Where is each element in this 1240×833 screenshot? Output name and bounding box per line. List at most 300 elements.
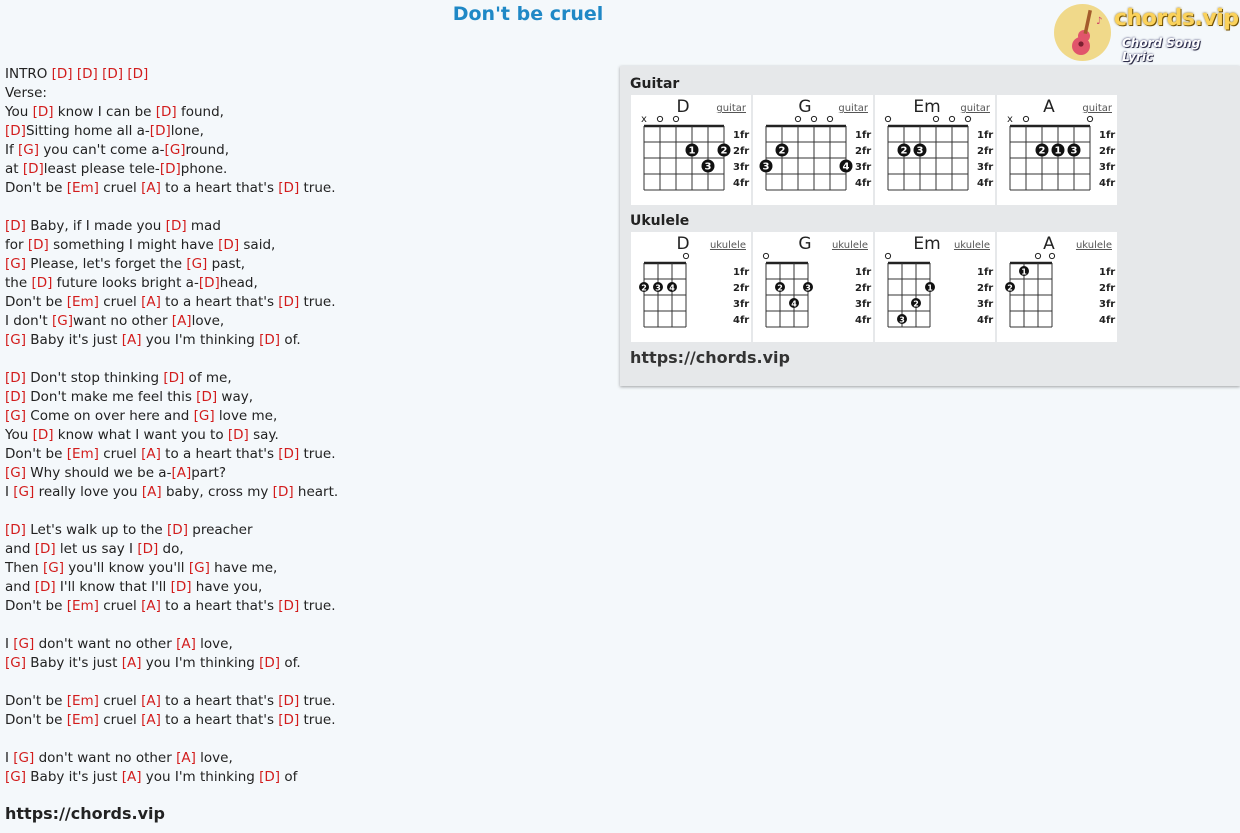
chord-link[interactable]: [D] bbox=[149, 123, 171, 139]
lyric-text: baby, cross my bbox=[161, 484, 273, 500]
chord-link[interactable]: [D] bbox=[159, 161, 181, 177]
lyric-line bbox=[5, 711, 605, 730]
guitar-heading: Guitar bbox=[630, 76, 680, 92]
chord-link[interactable]: [D] bbox=[51, 66, 73, 82]
lyric-text: cruel bbox=[98, 598, 142, 614]
lyric-line bbox=[5, 255, 605, 274]
ukulele-link[interactable]: ukulele bbox=[831, 240, 868, 251]
lyric-text: true. bbox=[299, 712, 336, 728]
chord-link[interactable]: [A] bbox=[176, 750, 196, 766]
chord-link[interactable]: [A] bbox=[121, 655, 142, 671]
guitar-chord-em[interactable] bbox=[875, 95, 995, 205]
lyric-text: know I can be bbox=[53, 104, 156, 120]
lyric-text: You bbox=[5, 104, 33, 120]
lyric-line bbox=[5, 426, 605, 445]
chord-link[interactable]: [A] bbox=[171, 465, 192, 481]
chord-name: A bbox=[1043, 97, 1055, 117]
panel-site-url[interactable]: https://chords.vip bbox=[630, 348, 790, 367]
chord-link[interactable]: [D] bbox=[127, 66, 149, 82]
chord-link[interactable]: [A] bbox=[141, 446, 161, 462]
fret-label: 2fr bbox=[733, 146, 750, 157]
chord-link[interactable]: [A] bbox=[141, 180, 161, 196]
lyric-text: I bbox=[5, 750, 14, 766]
guitar-chord-g[interactable] bbox=[753, 95, 873, 205]
lyric-text: found, bbox=[176, 104, 224, 120]
finger-number: 2 bbox=[913, 299, 919, 309]
open-string-mark bbox=[1035, 253, 1040, 258]
lyric-text: Then bbox=[5, 560, 43, 576]
finger-number: 2 bbox=[1038, 145, 1046, 157]
chord-link[interactable]: [Em] bbox=[66, 180, 99, 196]
lyric-text: I'll know that I'll bbox=[55, 579, 171, 595]
lyric-line bbox=[5, 521, 605, 540]
chord-link[interactable]: [D] bbox=[278, 598, 300, 614]
fret-label: 4fr bbox=[977, 315, 994, 326]
chord-link[interactable]: [D] bbox=[137, 541, 159, 557]
chord-link[interactable]: [D] bbox=[32, 104, 54, 120]
lyric-blank-line bbox=[5, 730, 605, 749]
guitar-link[interactable]: guitar bbox=[960, 103, 990, 114]
chord-link[interactable]: [D] bbox=[76, 66, 98, 82]
open-string-mark bbox=[683, 253, 688, 258]
chord-link[interactable]: [G] bbox=[5, 408, 26, 424]
open-string-mark bbox=[657, 116, 662, 121]
lyric-text: want no other bbox=[72, 313, 172, 329]
muted-string-mark: x bbox=[1007, 114, 1013, 125]
fret-label: 4fr bbox=[855, 315, 872, 326]
lyric-line bbox=[5, 388, 605, 407]
lyric-line bbox=[5, 141, 605, 160]
chord-link[interactable]: [D] bbox=[5, 123, 26, 139]
lyric-text: you'll know you'll bbox=[63, 560, 189, 576]
finger-number: 3 bbox=[1070, 145, 1078, 157]
chord-link[interactable]: [A] bbox=[121, 769, 142, 785]
lyric-line bbox=[5, 369, 605, 388]
lyric-line bbox=[5, 331, 605, 350]
fret-label: 3fr bbox=[977, 299, 994, 310]
chord-link[interactable]: [D] bbox=[32, 427, 54, 443]
ukulele-link[interactable]: ukulele bbox=[1075, 240, 1112, 251]
lyric-text: to a heart that's bbox=[160, 294, 279, 310]
chord-link[interactable]: [D] bbox=[259, 332, 281, 348]
chord-link[interactable]: [D] bbox=[31, 275, 53, 291]
lyric-text: something I might have bbox=[48, 237, 219, 253]
fret-label: 3fr bbox=[977, 162, 994, 173]
fret-label: 3fr bbox=[733, 162, 750, 173]
chord-link[interactable]: [D] bbox=[22, 161, 44, 177]
lyric-line bbox=[5, 768, 605, 787]
chord-name: Em bbox=[913, 234, 941, 254]
site-url[interactable]: https://chords.vip bbox=[5, 804, 165, 823]
chord-link[interactable]: [G] bbox=[5, 769, 26, 785]
chord-name: D bbox=[676, 97, 690, 117]
lyric-text: do, bbox=[158, 541, 184, 557]
fret-label: 4fr bbox=[733, 178, 750, 189]
finger-number: 3 bbox=[899, 315, 905, 325]
chord-link[interactable]: [Em] bbox=[66, 598, 99, 614]
lyric-line bbox=[5, 179, 605, 198]
open-string-mark bbox=[1023, 116, 1028, 121]
open-string-mark bbox=[885, 253, 890, 258]
lyric-line bbox=[5, 103, 605, 122]
lyric-text: Let's walk up to the bbox=[25, 522, 168, 538]
chord-link[interactable]: [D] bbox=[170, 579, 192, 595]
chord-name: G bbox=[798, 234, 812, 254]
fret-label: 4fr bbox=[855, 178, 872, 189]
chord-link[interactable]: [D] bbox=[155, 104, 177, 120]
chord-link[interactable]: [Em] bbox=[66, 294, 99, 310]
lyric-text: Don't be bbox=[5, 693, 67, 709]
chord-link[interactable]: [D] bbox=[102, 66, 124, 82]
fret-label: 2fr bbox=[855, 283, 872, 294]
open-string-mark bbox=[763, 253, 768, 258]
chord-link[interactable]: [Em] bbox=[66, 446, 99, 462]
finger-number: 2 bbox=[641, 283, 647, 293]
chord-link[interactable]: [Em] bbox=[66, 693, 99, 709]
guitar-link[interactable]: guitar bbox=[838, 103, 868, 114]
fret-label: 1fr bbox=[855, 267, 872, 278]
chord-link[interactable]: [G] bbox=[5, 256, 26, 272]
finger-number: 3 bbox=[704, 161, 712, 173]
finger-number: 2 bbox=[720, 145, 728, 157]
lyric-text: of. bbox=[280, 655, 301, 671]
open-string-mark bbox=[795, 116, 800, 121]
guitar-chord-a[interactable] bbox=[997, 95, 1117, 205]
lyric-text: I bbox=[5, 484, 14, 500]
lyric-line bbox=[5, 445, 605, 464]
lyric-text: Come on over here and bbox=[26, 408, 194, 424]
chord-link[interactable]: [D] bbox=[34, 541, 56, 557]
lyric-text: Baby, if I made you bbox=[25, 218, 166, 234]
lyric-text: Don't stop thinking bbox=[25, 370, 164, 386]
lyric-text: you I'm thinking bbox=[141, 655, 260, 671]
lyric-text: Please, let's forget the bbox=[26, 256, 187, 272]
chord-link[interactable]: [Em] bbox=[66, 712, 99, 728]
lyric-text: round, bbox=[185, 142, 230, 158]
guitar-link[interactable]: guitar bbox=[716, 103, 746, 114]
lyric-text: and bbox=[5, 579, 35, 595]
lyric-line bbox=[5, 122, 605, 141]
lyric-line bbox=[5, 483, 605, 502]
fret-label: 1fr bbox=[733, 267, 750, 278]
lyric-line bbox=[5, 654, 605, 673]
chord-link[interactable]: [D] bbox=[34, 579, 56, 595]
lyric-text: cruel bbox=[98, 446, 142, 462]
lyric-text: Why should we be a- bbox=[26, 465, 172, 481]
lyric-text: Baby it's just bbox=[26, 332, 122, 348]
ukulele-chord-em[interactable] bbox=[875, 232, 995, 342]
chord-link[interactable]: [G] bbox=[18, 142, 40, 158]
lyric-text: let us say I bbox=[55, 541, 138, 557]
chord-link[interactable]: [G] bbox=[164, 142, 186, 158]
fret-label: 4fr bbox=[977, 178, 994, 189]
lyric-text: love, bbox=[195, 750, 233, 766]
guitar-link[interactable]: guitar bbox=[1082, 103, 1112, 114]
finger-number: 4 bbox=[791, 299, 797, 309]
lyric-line bbox=[5, 274, 605, 293]
lyric-text: true. bbox=[299, 693, 336, 709]
finger-number: 3 bbox=[762, 161, 770, 173]
fret-label: 3fr bbox=[855, 162, 872, 173]
finger-number: 1 bbox=[1021, 267, 1027, 277]
fret-label: 3fr bbox=[1099, 162, 1116, 173]
chord-link[interactable]: [D] bbox=[259, 769, 281, 785]
lyric-line bbox=[5, 578, 605, 597]
fret-label: 2fr bbox=[733, 283, 750, 294]
fret-label: 1fr bbox=[1099, 267, 1116, 278]
chord-link[interactable]: [D] bbox=[27, 237, 49, 253]
lyric-line bbox=[5, 236, 605, 255]
ukulele-chord-a[interactable] bbox=[997, 232, 1117, 342]
chord-link[interactable]: [G] bbox=[5, 655, 26, 671]
chord-link[interactable]: [A] bbox=[141, 484, 162, 500]
lyric-text: true. bbox=[299, 598, 336, 614]
lyric-text: Don't be bbox=[5, 294, 67, 310]
chord-link[interactable]: [G] bbox=[13, 750, 35, 766]
lyric-text: really love you bbox=[34, 484, 142, 500]
lyric-text: I don't bbox=[5, 313, 52, 329]
lyric-text: Don't be bbox=[5, 598, 67, 614]
finger-number: 1 bbox=[688, 145, 696, 157]
chord-link[interactable]: [D] bbox=[227, 427, 249, 443]
fret-label: 4fr bbox=[1099, 178, 1116, 189]
fret-label: 1fr bbox=[855, 130, 872, 141]
chord-link[interactable]: [G] bbox=[5, 332, 26, 348]
lyric-line bbox=[5, 635, 605, 654]
guitar-icon bbox=[1054, 4, 1111, 61]
lyric-text: Baby it's just bbox=[26, 769, 122, 785]
lyric-line bbox=[5, 597, 605, 616]
open-string-mark bbox=[949, 116, 954, 121]
lyric-text: have you, bbox=[191, 579, 263, 595]
fret-label: 2fr bbox=[977, 146, 994, 157]
lyric-line bbox=[5, 217, 605, 236]
chord-link[interactable]: [D] bbox=[165, 218, 187, 234]
fret-label: 4fr bbox=[1099, 315, 1116, 326]
lyric-text: have me, bbox=[209, 560, 278, 576]
lyric-text: of me, bbox=[184, 370, 232, 386]
lyric-line bbox=[5, 65, 605, 84]
lyric-text: way, bbox=[217, 389, 253, 405]
fret-label: 1fr bbox=[1099, 130, 1116, 141]
lyric-text: don't want no other bbox=[34, 636, 177, 652]
open-string-mark bbox=[673, 116, 678, 121]
chord-link[interactable]: [G] bbox=[188, 560, 210, 576]
logo-brand: chords.vip bbox=[1114, 6, 1239, 31]
lyric-text: head, bbox=[219, 275, 258, 291]
open-string-mark bbox=[827, 116, 832, 121]
lyric-line bbox=[5, 692, 605, 711]
chord-link[interactable]: [A] bbox=[176, 636, 196, 652]
finger-number: 3 bbox=[805, 283, 811, 293]
chord-link[interactable]: [D] bbox=[272, 484, 294, 500]
chord-link[interactable]: [A] bbox=[171, 313, 192, 329]
chord-link[interactable]: [D] bbox=[5, 218, 26, 234]
lyric-text: true. bbox=[299, 294, 336, 310]
open-string-mark bbox=[965, 116, 970, 121]
lyric-text: said, bbox=[239, 237, 276, 253]
ukulele-link[interactable]: ukulele bbox=[953, 240, 990, 251]
finger-number: 3 bbox=[655, 283, 661, 293]
lyric-text: future looks bright a- bbox=[52, 275, 199, 291]
lyric-text: I bbox=[5, 636, 14, 652]
chord-link[interactable]: [D] bbox=[278, 446, 300, 462]
lyric-text: true. bbox=[299, 180, 336, 196]
chord-link[interactable]: [A] bbox=[121, 332, 142, 348]
logo-tagline: Chord Song Lyric bbox=[1122, 36, 1201, 64]
lyric-text: Don't be bbox=[5, 446, 67, 462]
lyric-line bbox=[5, 84, 605, 103]
finger-number: 2 bbox=[900, 145, 908, 157]
lyric-text: part? bbox=[191, 465, 227, 481]
lyric-line bbox=[5, 160, 605, 179]
lyric-line bbox=[5, 559, 605, 578]
chord-link[interactable]: [G] bbox=[13, 636, 35, 652]
muted-string-mark: x bbox=[641, 114, 647, 125]
chord-link[interactable]: [D] bbox=[5, 389, 26, 405]
lyric-text: Verse: bbox=[5, 85, 47, 101]
site-logo[interactable] bbox=[1054, 2, 1239, 64]
lyrics-block bbox=[5, 65, 605, 787]
chord-link[interactable]: [D] bbox=[198, 275, 220, 291]
chord-link[interactable]: [D] bbox=[259, 655, 281, 671]
chord-link[interactable]: [G] bbox=[42, 560, 64, 576]
lyric-text: Baby it's just bbox=[26, 655, 122, 671]
lyric-text: you I'm thinking bbox=[141, 769, 260, 785]
lyric-text: the bbox=[5, 275, 32, 291]
lyric-line bbox=[5, 312, 605, 331]
lyric-text: heart. bbox=[293, 484, 339, 500]
lyric-text: cruel bbox=[98, 180, 142, 196]
lyric-blank-line bbox=[5, 616, 605, 635]
lyric-line bbox=[5, 407, 605, 426]
lyric-text: to a heart that's bbox=[160, 693, 279, 709]
lyric-text: If bbox=[5, 142, 19, 158]
finger-number: 3 bbox=[916, 145, 924, 157]
lyric-text: know what I want you to bbox=[53, 427, 228, 443]
lyric-text: you I'm thinking bbox=[141, 332, 260, 348]
chord-link[interactable]: [D] bbox=[218, 237, 240, 253]
lyric-blank-line bbox=[5, 350, 605, 369]
song-title: Don't be cruel bbox=[452, 3, 604, 25]
lyric-text: Don't be bbox=[5, 180, 67, 196]
fret-label: 3fr bbox=[1099, 299, 1116, 310]
lyric-text: lone, bbox=[170, 123, 204, 139]
fret-label: 3fr bbox=[855, 299, 872, 310]
chord-link[interactable]: [D] bbox=[163, 370, 185, 386]
fret-label: 2fr bbox=[855, 146, 872, 157]
lyric-text: preacher bbox=[187, 522, 253, 538]
lyric-text: of. bbox=[280, 332, 301, 348]
chord-link[interactable]: [D] bbox=[167, 522, 188, 538]
chord-link[interactable]: [D] bbox=[5, 370, 26, 386]
fret-label: 2fr bbox=[1099, 146, 1116, 157]
lyric-text: Don't make me feel this bbox=[25, 389, 197, 405]
chord-link[interactable]: [D] bbox=[5, 522, 26, 538]
svg-text:♪: ♪ bbox=[1096, 16, 1103, 27]
finger-number: 2 bbox=[778, 145, 786, 157]
guitar-chord-d[interactable] bbox=[631, 95, 751, 205]
finger-number: 1 bbox=[1054, 145, 1062, 157]
chord-name: D bbox=[676, 234, 690, 254]
lyric-text: Sitting home all a- bbox=[25, 123, 150, 139]
lyric-text: you can't come a- bbox=[39, 142, 165, 158]
lyric-text: love, bbox=[191, 313, 225, 329]
chord-link[interactable]: [G] bbox=[13, 484, 35, 500]
lyric-blank-line bbox=[5, 502, 605, 521]
open-string-mark bbox=[1087, 116, 1092, 121]
lyric-text: don't want no other bbox=[34, 750, 177, 766]
chord-link[interactable]: [D] bbox=[278, 712, 300, 728]
lyric-line bbox=[5, 540, 605, 559]
finger-number: 4 bbox=[669, 283, 675, 293]
lyric-text: to a heart that's bbox=[160, 180, 279, 196]
chord-link[interactable]: [D] bbox=[196, 389, 218, 405]
lyric-text: phone. bbox=[180, 161, 228, 177]
lyric-text: love, bbox=[195, 636, 233, 652]
lyric-text: love me, bbox=[214, 408, 278, 424]
lyric-line bbox=[5, 293, 605, 312]
fret-label: 1fr bbox=[733, 130, 750, 141]
lyric-line bbox=[5, 749, 605, 768]
chord-link[interactable]: [G] bbox=[51, 313, 73, 329]
lyric-text: true. bbox=[299, 446, 336, 462]
lyric-text: of bbox=[280, 769, 298, 785]
lyric-text: say. bbox=[248, 427, 279, 443]
lyric-text: past, bbox=[207, 256, 246, 272]
lyric-text: to a heart that's bbox=[160, 598, 279, 614]
lyric-text: cruel bbox=[98, 294, 142, 310]
open-string-mark bbox=[811, 116, 816, 121]
chord-link[interactable]: [A] bbox=[141, 294, 161, 310]
open-string-mark bbox=[1049, 253, 1054, 258]
chord-link[interactable]: [G] bbox=[186, 256, 208, 272]
ukulele-chord-d[interactable] bbox=[631, 232, 751, 342]
chord-name: A bbox=[1043, 234, 1055, 254]
chord-link[interactable]: [D] bbox=[278, 180, 300, 196]
fret-label: 2fr bbox=[977, 283, 994, 294]
lyric-text: mad bbox=[186, 218, 221, 234]
lyric-text: to a heart that's bbox=[160, 446, 279, 462]
lyric-text: least please tele- bbox=[43, 161, 160, 177]
ukulele-link[interactable]: ukulele bbox=[709, 240, 746, 251]
lyric-text: for bbox=[5, 237, 28, 253]
open-string-mark bbox=[885, 116, 890, 121]
lyric-text: Don't be bbox=[5, 712, 67, 728]
chord-link[interactable]: [D] bbox=[278, 294, 300, 310]
chord-link[interactable]: [G] bbox=[193, 408, 215, 424]
ukulele-chord-g[interactable] bbox=[753, 232, 873, 342]
chord-name: G bbox=[798, 97, 812, 117]
fret-label: 4fr bbox=[733, 315, 750, 326]
chord-link[interactable]: [A] bbox=[141, 598, 161, 614]
lyric-blank-line bbox=[5, 673, 605, 692]
chord-name: Em bbox=[913, 97, 941, 117]
lyric-text: and bbox=[5, 541, 35, 557]
chord-link[interactable]: [A] bbox=[141, 693, 161, 709]
finger-number: 2 bbox=[777, 283, 783, 293]
lyric-text: cruel bbox=[98, 712, 142, 728]
ukulele-heading: Ukulele bbox=[630, 213, 690, 229]
lyric-text: at bbox=[5, 161, 23, 177]
chord-link[interactable]: [A] bbox=[141, 712, 161, 728]
lyric-blank-line bbox=[5, 198, 605, 217]
chord-link[interactable]: [D] bbox=[278, 693, 300, 709]
fret-label: 3fr bbox=[733, 299, 750, 310]
chord-link[interactable]: [G] bbox=[5, 465, 26, 481]
finger-number: 4 bbox=[842, 161, 850, 173]
fret-label: 1fr bbox=[977, 267, 994, 278]
